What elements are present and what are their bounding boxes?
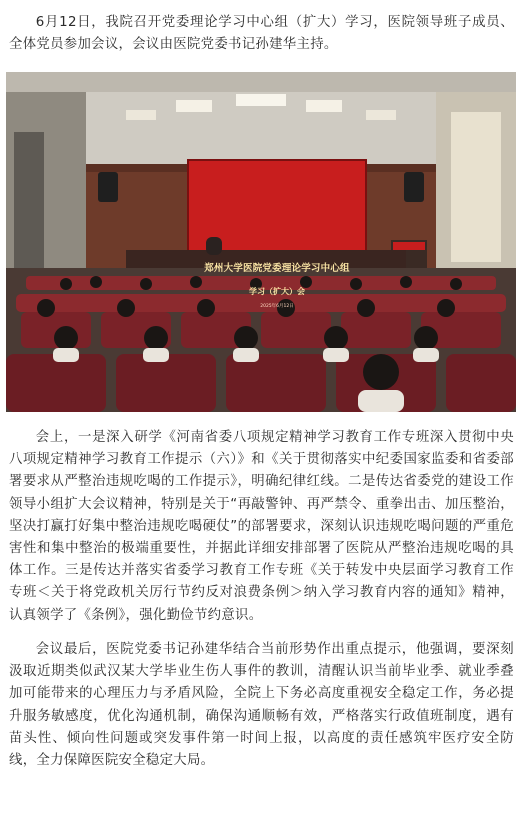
body-paragraph-meeting-content: 会上，一是深入研学《河南省委八项规定精神学习教育工作专班深入贯彻中央八项规定精神学习教育工作提示（六）》和《关于贯彻落实中纪委国家监委和省委部署要求从严整治违规吃喝的工作提示》，明确纪律红线。二是传达省委党的建设工作领导小组扩大会议精神，特别是关于“再敲警钟、再严禁令、重拳出击、加压整治，坚决打赢打好集中整治违规吃喝硬仗”的部署要求，深刻认识违规吃喝问题的严重危害性和集中整治的极端重要性，并据此详细安排部署了医院从严整治违规吃喝的具体工作。三是传达并落实省委学习教育工作专班《关于转发中央层面学习教育工作专班＜关于将党政机关厉行节约反对浪费条例＞纳入学习教育内容的通知》精神，认真领学了《条例》，强化勤俭节约意识。 (9, 430, 514, 623)
meeting-room-illustration (6, 72, 516, 412)
meeting-photo (6, 72, 516, 412)
screen-title: 郑州大学医院党委理论学习中心组 (204, 263, 350, 274)
screen-date: 2025年6月12日 (260, 304, 294, 309)
intro-paragraph: 6月12日，我院召开党委理论学习中心组（扩大）学习，医院领导班子成员、全体党员参加会议，会议由医院党委书记孙建华主持。 (9, 15, 514, 53)
body-paragraph-conclusion: 会议最后，医院党委书记孙建华结合当前形势作出重点提示，他强调，要深刻汲取近期类似武汉某大学毕业生伤人事件的教训，清醒认识当前毕业季、就业季叠加可能带来的心理压力与矛盾风险，全院上下务必高度重视安全稳定工作，务必提升服务敏感度，优化沟通机制，确保沟通顺畅有效，严格落实行政值班制度，遇有苗头性、倾向性问题或突发事件第一时间上报，以高度的责任感筑牢医疗安全防线，全力保障医院安全稳定大局。 (9, 642, 514, 769)
screen-subtitle: 学习（扩大）会 (249, 286, 305, 296)
page-bottom (0, 812, 522, 826)
